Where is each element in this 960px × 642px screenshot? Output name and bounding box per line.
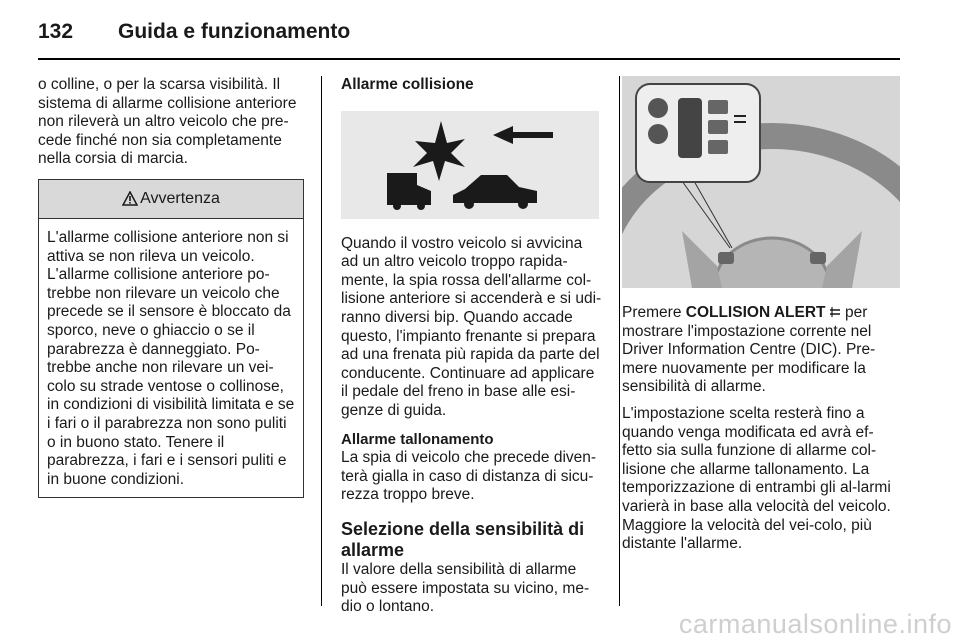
- header-rule: [38, 58, 900, 60]
- chapter-title: Guida e funzionamento: [118, 20, 351, 43]
- page-number: 132: [38, 20, 74, 43]
- heading-tailgating: Allarme tallonamento: [341, 430, 494, 448]
- column-left: [38, 76, 304, 498]
- watermark: carmanualsonline.info: [678, 609, 952, 639]
- press-paragraph: [622, 304, 900, 397]
- column-divider-2: [619, 76, 620, 606]
- warning-box: [38, 179, 304, 498]
- collision-paragraph: Quando il vostro veicolo si avvicina ad un altro veicolo troppo rapida-mente, la spia rossa dell'allarme col-lisione anteriore si accenderà e si udi-ranno diversi bip. Quando accade questo, l'impianto frenante si prepara ad una frenata più rapida da parte del conducente. Continuare ad applicare il pedale del freno in base alle esi-genze di guida.: [341, 234, 602, 419]
- column-right: [622, 76, 900, 562]
- heading-sensitivity: Selezione della sensibilità di allarme: [341, 518, 585, 560]
- collision-alert-key: COLLISION ALERT: [685, 304, 826, 321]
- press-prefix: Premere: [622, 304, 686, 321]
- warning-triangle-icon: [122, 191, 138, 206]
- heading-collision-alert: Allarme collisione: [341, 76, 474, 93]
- column-middle: [341, 76, 603, 625]
- page-header: [38, 12, 900, 62]
- collision-alert-icon: [829, 306, 841, 318]
- warning-header: [39, 180, 303, 219]
- intro-paragraph: o colline, o per la scarsa visibilità. Il sistema di allarme collisione anteriore non rileverà un altro veicolo che pre-cede finché non sia completamente nella corsia di marcia.: [38, 76, 297, 168]
- collision-illustration: [341, 111, 599, 219]
- setting-paragraph: L'impostazione scelta resterà fino a quando venga modificata ed avrà ef-fetto sia sulla funzione di allarme col-lisione che allarme tallonamento. La temporizzazione di entrambi gli al-larmi varierà in base alla velocità del veicolo. Maggiore la velocità del vei-colo, più distante l'allarme.: [622, 404, 891, 553]
- press-suffix: per mostrare l'impostazione corrente nel Driver Information Centre (DIC). Pre-mere nuovamente per modificare la sensibilità di allarme.: [622, 304, 876, 396]
- warning-title: Avvertenza: [140, 189, 220, 207]
- warning-text: L'allarme collisione anteriore non si attiva se non rileva un veicolo. L'allarme collisione anteriore po-trebbe non rilevare un veicolo che precede se il sensore è bloccato da sporco, neve o ghiaccio o se il parabrezza è danneggiato. Po-trebbe anche non rilevare un vei-colo su strade ventose o collinose, in condizioni di visibilità limitata e se i fari o il parabrezza non sono puliti o in buono stato. Tenere il parabrezza, i fari e i sensori puliti e in buone condizioni.: [47, 228, 295, 488]
- sensitivity-paragraph: Il valore della sensibilità di allarme può essere impostata su vicino, me-dio o lontano.: [341, 560, 590, 616]
- steering-wheel-illustration: [622, 76, 900, 288]
- tailgating-paragraph: La spia di veicolo che precede diven-terà gialla in caso di distanza di sicu-rezza troppo breve.: [341, 449, 597, 504]
- column-divider: [321, 76, 322, 606]
